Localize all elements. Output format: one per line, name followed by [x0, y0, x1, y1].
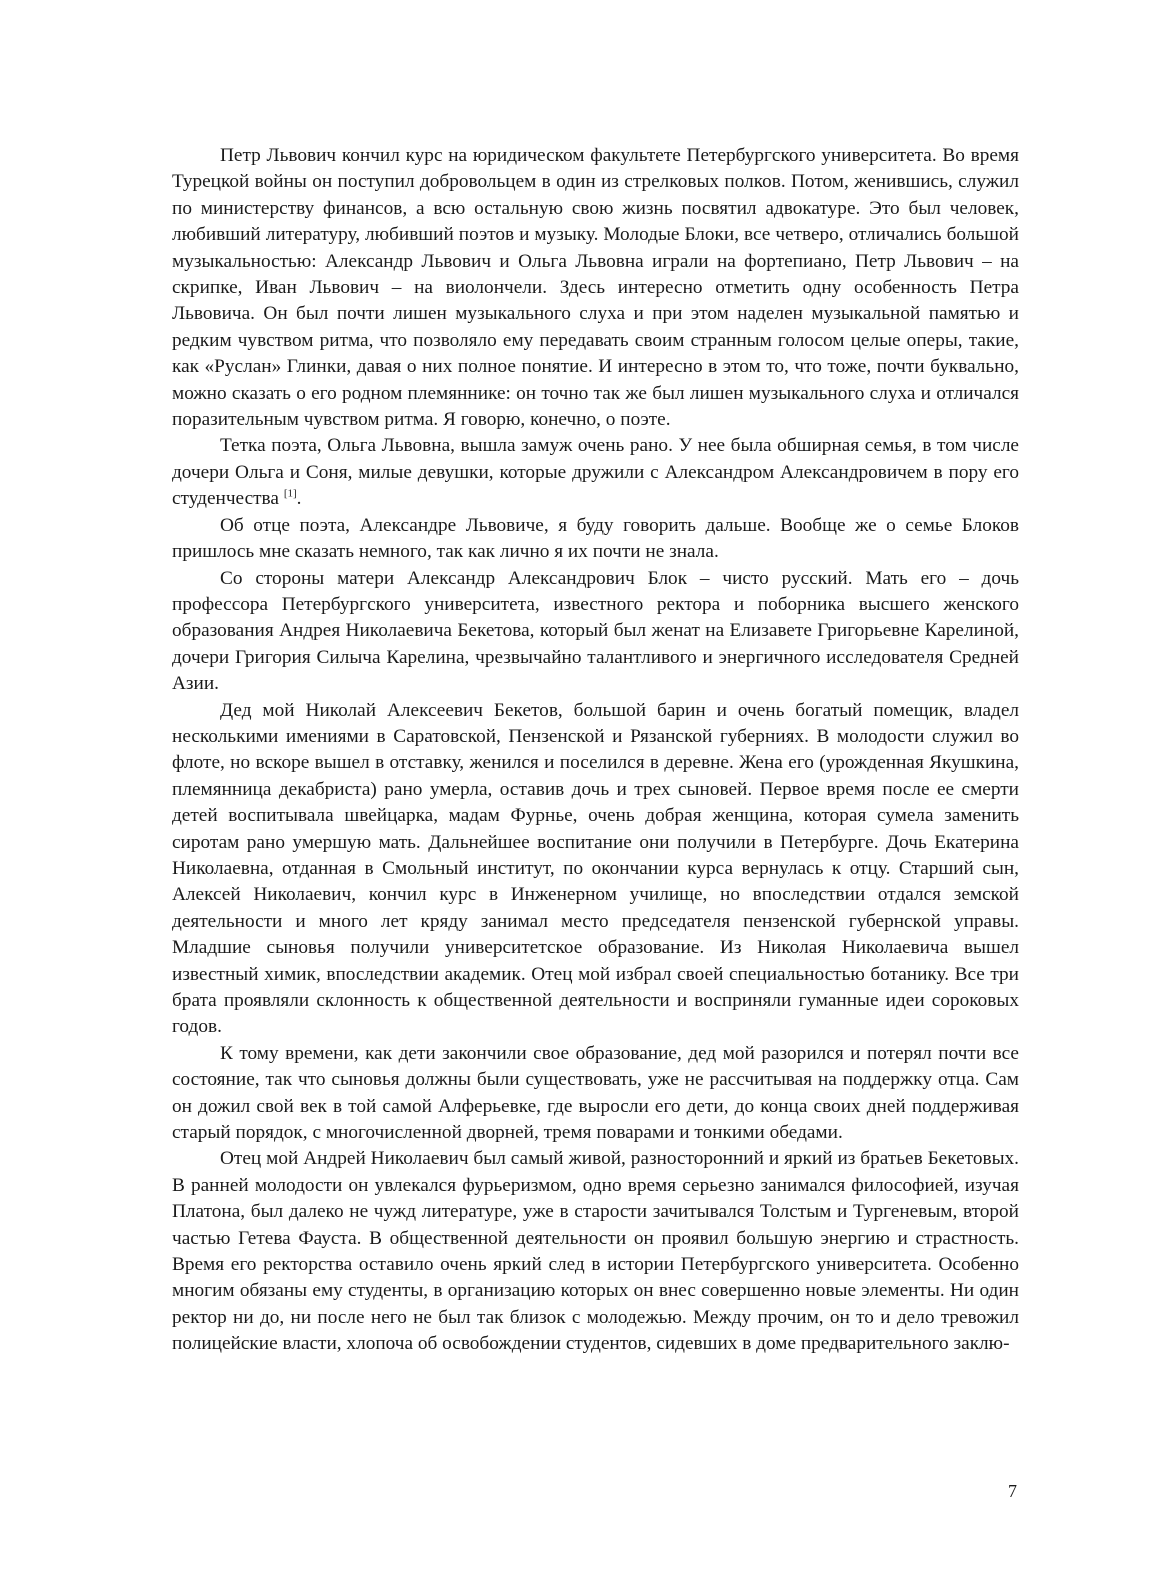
paragraph-6: К тому времени, как дети закончили свое образование, дед мой разорился и потерял почти все состояние, так что сыновья должны были существовать, уже не рассчитывая на поддержку отца. Сам он дожил свой век в той самой Алферьевке, где выросли его дети, до конца своих дней поддерживая старый порядок, с многочисленной дворней, тремя поварами и тонкими обедами. [172, 1042, 1019, 1144]
paragraph-5: Дед мой Николай Алексеевич Бекетов, большой барин и очень богатый помещик, владел несколькими имениями в Саратовской, Пензенской и Рязанской губерниях. В молодости служил во флоте, но вскоре вышел в отставку, женился и поселился в деревне. Жена его (урожденная Якушкина, племянница декабриста) рано умерла, оставив дочь и трех сыновей. Первое время после ее смерти детей воспитывала швейцарка, мадам Фурнье, очень добрая женщина, которая сумела заменить сиротам рано умершую мать. Дальнейшее воспитание они получили в Петербурге. Дочь Екатерина Николаевна, отданная в Смольный институт, по окончании курса вернулась к отцу. Старший сын, Алексей Николаевич, кончил курс в Инженерном училище, но впоследствии отдался земской деятельности и много лет кряду занимал место председателя пензенской губернской управы. Младшие сыновья получили университетское образование. Из Николая Николаевича вышел известный химик, впоследствии академик. Отец мой избрал своей специальностью ботанику. Все три брата проявляли склонность к общественной деятельности и восприняли гуманные идеи сороковых годов. [172, 699, 1019, 1038]
page-body [172, 143, 1019, 1358]
paragraph-3: Об отце поэта, Александре Львовиче, я буду говорить дальше. Вообще же о семье Блоков пришлось мне сказать немного, так как лично я их почти не знала. [172, 514, 1019, 563]
page-number: 7 [1008, 1481, 1017, 1501]
paragraph-2 [172, 433, 1019, 512]
paragraph-4: Со стороны матери Александр Александрович Блок – чисто русский. Мать его – дочь профессора Петербургского университета, известного ректора и поборника высшего женского образования Андрея Николаевича Бекетова, который был женат на Елизавете Григорьевне Карелиной, дочери Григория Силыча Карелина, чрезвычайно талантливого и энергичного исследователя Средней Азии. [172, 567, 1019, 695]
paragraph-2-text: Тетка поэта, Ольга Львовна, вышла замуж очень рано. У нее была обширная семья, в том числе дочери Ольга и Соня, милые девушки, которые дружили с Александром Александровичем в пору его студенчества [172, 435, 1019, 510]
footnote-trailing-period: . [296, 488, 302, 510]
footnote-reference[interactable]: [1] [283, 487, 297, 500]
paragraph-1: Петр Львович кончил курс на юридическом факультете Петербургского университета. Во время Турецкой войны он поступил добровольцем в один из стрелковых полков. Потом, женившись, служил по министерству финансов, а всю остальную свою жизнь посвятил адвокатуре. Это был человек, любивший литературу, любивший поэтов и музыку. Молодые Блоки, все четверо, отличались большой музыкальностью: Александр Львович и Ольга Львовна играли на фортепиано, Петр Львович – на скрипке, Иван Львович – на виолончели. Здесь интересно отметить одну особенность Петра Львовича. Он был почти лишен музыкального слуха и при этом наделен музыкальной памятью и редким чувством ритма, что позволяло ему передавать своим странным голосом целые оперы, такие, как «Руслан» Глинки, давая о них полное понятие. И интересно в этом то, что тоже, почти буквально, можно сказать о его родном племяннике: он точно так же был лишен музыкального слуха и отличался поразительным чувством ритма. Я говорю, конечно, о поэте. [172, 145, 1019, 431]
paragraph-7: Отец мой Андрей Николаевич был самый живой, разносторонний и яркий из братьев Бекетовых. В ранней молодости он увлекался фурьеризмом, одно время серьезно занимался философией, изучая Платона, был далеко не чужд литературе, уже в старости зачитывался Толстым и Тургеневым, второй частью Гетева Фауста. В общественной деятельности он проявил большую энергию и страстность. Время его ректорства оставило очень яркий след в истории Петербургского университета. Особенно многим обязаны ему студенты, в организацию которых он внес совершенно новые элементы. Ни один ректор ни до, ни после него не был так близок с молодежью. Между прочим, он то и дело тревожил полицейские власти, хлопоча об освобождении студентов, сидевших в доме предварительного заклю- [172, 1148, 1019, 1355]
